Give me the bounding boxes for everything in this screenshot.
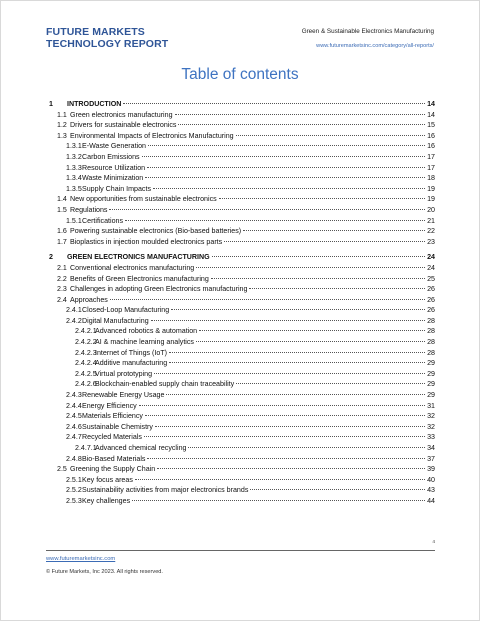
toc-dot-leader [123, 103, 425, 104]
toc-entry-label: Conventional electronics manufacturing [70, 263, 195, 272]
toc-entry-page: 23 [427, 237, 435, 246]
toc-dot-leader [148, 145, 425, 146]
toc-dot-leader [110, 299, 425, 300]
toc-entry-page: 26 [427, 306, 435, 315]
toc-entry[interactable] [49, 411, 435, 422]
toc-entry-page: 29 [427, 359, 435, 368]
toc-entry-number: 1 [49, 100, 53, 108]
toc-entry-page: 21 [427, 216, 435, 225]
toc-entry[interactable] [49, 205, 435, 216]
toc-dot-leader [224, 241, 425, 242]
toc-entry-page: 26 [427, 295, 435, 304]
toc-entry-number: 2.1 [57, 263, 67, 272]
toc-entry[interactable] [49, 263, 435, 274]
brand-logo [46, 26, 168, 50]
toc-entry-number: 2.5.2 [66, 486, 82, 495]
toc-entry[interactable] [49, 379, 435, 390]
toc-entry[interactable] [49, 274, 435, 285]
toc-entry[interactable] [49, 475, 435, 486]
footer-divider [46, 550, 435, 551]
toc-dot-leader [250, 489, 425, 490]
toc-dot-leader [125, 220, 425, 221]
toc-entry[interactable] [49, 131, 435, 142]
toc-entry-page: 43 [427, 486, 435, 495]
toc-entry-label: Sustainable Chemistry [82, 422, 153, 431]
toc-entry-label: Advanced chemical recycling [95, 444, 187, 452]
toc-entry-number: 2.4.8 [66, 454, 82, 463]
toc-entry[interactable] [49, 422, 435, 433]
toc-entry[interactable] [49, 226, 435, 237]
toc-entry-number: 2.4.2.1 [75, 327, 97, 336]
toc-entry[interactable] [49, 194, 435, 205]
toc-entry-label: Powering sustainable electronics (Bio-based batteries) [70, 227, 242, 236]
report-title: Green & Sustainable Electronics Manufacturing [301, 28, 434, 35]
toc-dot-leader [144, 436, 425, 437]
toc-entry-number: 2.4.2.6 [75, 380, 97, 389]
toc-entry-label: Carbon Emissions [82, 152, 140, 161]
toc-dot-leader [249, 288, 425, 289]
toc-entry-page: 28 [427, 338, 435, 347]
toc-entry-page: 29 [427, 380, 435, 389]
toc-entry-page: 40 [427, 475, 435, 484]
toc-entry-page: 24 [427, 263, 435, 272]
toc-entry-number: 1.3.4 [66, 174, 82, 183]
toc-entry[interactable] [49, 284, 435, 295]
toc-entry-page: 28 [427, 316, 435, 325]
toc-dot-leader [188, 447, 425, 448]
toc-entry-number: 2.4.2 [66, 316, 82, 325]
toc-entry-number: 2.4.4 [66, 401, 82, 410]
toc-dot-leader [219, 198, 425, 199]
toc-entry-label: Additive manufacturing [95, 359, 168, 368]
toc-entry-page: 25 [427, 274, 435, 283]
toc-dot-leader [147, 458, 425, 459]
toc-entry[interactable] [49, 110, 435, 121]
toc-entry-number: 2.4.3 [66, 391, 82, 400]
page-number: 4 [432, 540, 435, 545]
toc-entry-label: Blockchain-enabled supply chain traceability [95, 380, 235, 389]
toc-entry[interactable] [49, 152, 435, 163]
toc-entry-number: 1.6 [57, 227, 67, 236]
toc-dot-leader [196, 341, 425, 342]
brand-line-1: FUTURE MARKETS [46, 26, 145, 38]
toc-entry[interactable] [49, 369, 435, 380]
toc-entry-label: Closed-Loop Manufacturing [82, 306, 170, 315]
toc-entry-number: 2.4.7.1 [75, 444, 97, 452]
toc-entry-label: Environmental Impacts of Electronics Manufacturing [70, 131, 234, 140]
toc-dot-leader [211, 278, 425, 279]
toc-dot-leader [142, 156, 426, 157]
toc-dot-leader [236, 135, 425, 136]
toc-entry[interactable] [49, 295, 435, 306]
toc-entry-label: Certifications [82, 216, 124, 225]
toc-dot-leader [199, 330, 425, 331]
toc-entry-page: 15 [427, 121, 435, 130]
toc-dot-leader [166, 394, 425, 395]
toc-entry-label: New opportunities from sustainable electronics [70, 195, 217, 204]
toc-entry-label: Challenges in adopting Green Electronics manufacturing [70, 285, 248, 294]
toc-dot-leader [135, 479, 425, 480]
toc-entry-number: 2.4.2.3 [75, 348, 97, 357]
toc-entry[interactable] [49, 120, 435, 131]
toc-entry-label: Virtual prototyping [95, 369, 153, 378]
toc-entry-number: 2.5.3 [66, 496, 82, 505]
toc-entry-page: 34 [427, 444, 435, 452]
toc-entry[interactable] [49, 401, 435, 412]
page-title: Table of contents [181, 66, 299, 83]
toc-entry[interactable] [49, 337, 435, 348]
copyright-notice: © Future Markets, Inc 2023. All rights reserved. [46, 569, 163, 575]
toc-dot-leader [109, 209, 425, 210]
toc-entry-number: 2.5 [57, 465, 67, 474]
toc-entry[interactable] [49, 326, 435, 337]
toc-dot-leader [145, 415, 425, 416]
toc-entry-label: Resource Utilization [82, 163, 146, 172]
toc-entry-number: 2.4.6 [66, 422, 82, 431]
toc-entry-label: Materials Efficiency [82, 412, 143, 421]
header-url-link[interactable]: www.futuremarketsinc.com/category/all-reports/ [316, 43, 434, 49]
toc-entry-page: 19 [427, 195, 435, 204]
toc-entry[interactable] [49, 390, 435, 401]
toc-entry[interactable] [49, 216, 435, 227]
table-of-contents [49, 99, 435, 507]
toc-entry-page: 24 [427, 253, 435, 262]
toc-dot-leader [147, 167, 425, 168]
toc-entry[interactable] [49, 443, 435, 454]
toc-dot-leader [155, 426, 425, 427]
toc-entry-page: 16 [427, 142, 435, 151]
toc-entry[interactable] [49, 432, 435, 443]
toc-entry-page: 33 [427, 433, 435, 442]
footer [46, 540, 435, 575]
toc-entry-label: Regulations [70, 205, 108, 214]
toc-entry[interactable] [49, 305, 435, 316]
toc-entry-page: 18 [427, 174, 435, 183]
toc-entry-number: 1.3.3 [66, 163, 82, 172]
toc-entry-page: 17 [427, 163, 435, 172]
toc-entry-label: Advanced robotics & automation [95, 327, 198, 336]
toc-dot-leader [169, 352, 425, 353]
toc-entry[interactable] [49, 454, 435, 465]
toc-dot-leader [175, 114, 426, 115]
toc-dot-leader [196, 267, 425, 268]
toc-entry-page: 26 [427, 285, 435, 294]
toc-entry[interactable] [49, 184, 435, 195]
toc-dot-leader [139, 405, 425, 406]
toc-entry[interactable] [49, 316, 435, 327]
toc-entry[interactable] [49, 141, 435, 152]
toc-entry-label: Green electronics manufacturing [70, 110, 173, 119]
toc-dot-leader [154, 373, 425, 374]
toc-entry-page: 14 [427, 110, 435, 119]
toc-dot-leader [243, 230, 425, 231]
toc-entry-page: 17 [427, 152, 435, 161]
toc-entry-page: 32 [427, 412, 435, 421]
toc-entry-number: 1.3.1 [66, 142, 82, 151]
toc-entry-label: AI & machine learning analytics [95, 338, 194, 347]
toc-entry-page: 20 [427, 205, 435, 214]
toc-entry-label: INTRODUCTION [67, 100, 122, 108]
toc-entry-label: Drivers for sustainable electronics [70, 121, 177, 130]
toc-entry-label: Sustainability activities from major electronics brands [82, 486, 249, 495]
toc-entry[interactable] [49, 464, 435, 475]
toc-dot-leader [153, 188, 425, 189]
toc-entry-page: 44 [427, 496, 435, 505]
toc-entry-page: 28 [427, 327, 435, 336]
toc-entry-number: 1.5 [57, 205, 67, 214]
toc-entry-label: Renewable Energy Usage [82, 391, 165, 400]
toc-entry-number: 2 [49, 253, 53, 262]
toc-entry-label: Key focus areas [82, 475, 133, 484]
toc-entry[interactable] [49, 252, 435, 263]
toc-entry-number: 1.3.2 [66, 152, 82, 161]
toc-dot-leader [236, 383, 425, 384]
toc-entry[interactable] [49, 99, 435, 110]
brand-line-2: TECHNOLOGY REPORT [46, 38, 169, 50]
toc-entry-page: 32 [427, 422, 435, 431]
toc-entry-number: 1.2 [57, 121, 67, 130]
toc-entry-number: 2.2 [57, 274, 67, 283]
toc-entry-number: 1.7 [57, 237, 67, 246]
toc-entry-page: 16 [427, 131, 435, 140]
toc-entry-page: 29 [427, 369, 435, 378]
toc-entry-label: Waste Minimization [82, 174, 144, 183]
toc-entry-number: 1.4 [57, 195, 67, 204]
toc-entry-label: E-Waste Generation [82, 142, 147, 151]
toc-entry-page: 37 [427, 454, 435, 463]
footer-url-link[interactable]: www.futuremarketsinc.com [46, 556, 116, 562]
toc-entry-page: 28 [427, 348, 435, 357]
toc-entry-number: 2.4 [57, 295, 67, 304]
toc-entry-number: 2.4.7 [66, 433, 82, 442]
toc-entry[interactable] [49, 348, 435, 359]
toc-entry-number: 2.4.2.2 [75, 338, 97, 347]
toc-entry-page: 29 [427, 391, 435, 400]
toc-entry[interactable] [49, 163, 435, 174]
toc-entry-number: 1.5.1 [66, 216, 82, 225]
toc-dot-leader [171, 309, 425, 310]
toc-entry-number: 2.4.2.5 [75, 369, 97, 378]
toc-entry-label: Recycled Materials [82, 433, 142, 442]
toc-entry-number: 2.4.1 [66, 306, 82, 315]
toc-entry-page: 39 [427, 465, 435, 474]
toc-entry-number: 2.4.2.4 [75, 359, 97, 368]
toc-entry[interactable] [49, 173, 435, 184]
toc-entry-label: Bioplastics in injection moulded electronics parts [70, 237, 223, 246]
toc-entry-number: 2.3 [57, 285, 67, 294]
toc-entry-label: Approaches [70, 295, 108, 304]
toc-dot-leader [169, 362, 425, 363]
toc-dot-leader [212, 256, 425, 257]
toc-entry-label: Greening the Supply Chain [70, 465, 156, 474]
toc-entry-number: 1.3 [57, 131, 67, 140]
toc-entry-label: GREEN ELECTRONICS MANUFACTURING [67, 253, 210, 262]
toc-entry-page: 22 [427, 227, 435, 236]
toc-entry-label: Bio-Based Materials [82, 454, 146, 463]
toc-entry[interactable] [49, 485, 435, 496]
toc-entry-label: Key challenges [82, 496, 131, 505]
toc-entry-page: 31 [427, 401, 435, 410]
toc-entry-number: 1.1 [57, 110, 67, 119]
toc-entry-label: Supply Chain Impacts [82, 184, 152, 193]
toc-entry-number: 1.3.5 [66, 184, 82, 193]
toc-entry[interactable] [49, 358, 435, 369]
toc-entry-number: 2.4.5 [66, 412, 82, 421]
toc-entry[interactable] [49, 237, 435, 248]
toc-dot-leader [151, 320, 425, 321]
toc-dot-leader [132, 500, 425, 501]
toc-entry-label: Digital Manufacturing [82, 316, 149, 325]
toc-entry-label: Energy Efficiency [82, 401, 137, 410]
toc-entry-number: 2.5.1 [66, 475, 82, 484]
toc-dot-leader [157, 468, 425, 469]
toc-entry-label: Internet of Things (IoT) [95, 348, 168, 357]
toc-entry[interactable] [49, 496, 435, 507]
toc-dot-leader [145, 177, 425, 178]
toc-entry-page: 19 [427, 184, 435, 193]
toc-entry-page: 14 [427, 100, 435, 108]
toc-dot-leader [178, 124, 425, 125]
header-right [302, 28, 434, 50]
toc-entry-label: Benefits of Green Electronics manufacturing [70, 274, 209, 283]
